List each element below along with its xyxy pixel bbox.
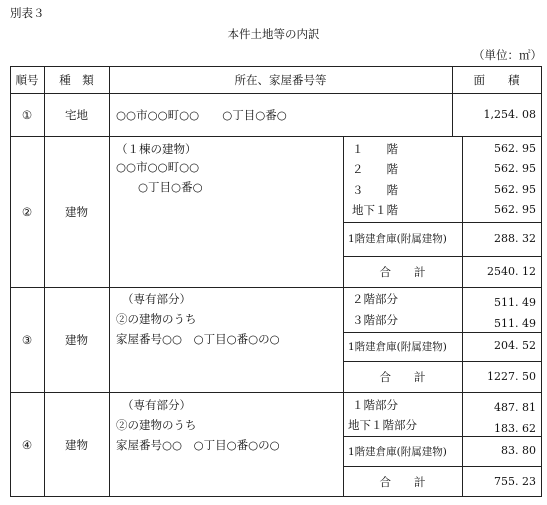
row-4-detail-value: 487. 81 — [494, 401, 536, 414]
column-header-no: 順号 — [15, 73, 39, 87]
row-4-annex-label: 1階建倉庫(附属建物) — [348, 446, 447, 458]
row-1-no: ① — [21, 108, 33, 122]
row-4-annex-value: 83. 80 — [501, 444, 536, 457]
row-4-detail-label: 地下１階部分 — [348, 418, 417, 432]
row-4-type: 建物 — [65, 438, 88, 452]
row-2-type: 建物 — [65, 205, 88, 219]
row-1-location: ○○市○○町○○ ○丁目○番○ — [116, 108, 287, 122]
row-3-detail-value: 511. 49 — [494, 296, 536, 309]
row-3-annex-label: 1階建倉庫(附属建物) — [348, 341, 447, 353]
column-header-type: 種 類 — [59, 73, 94, 87]
row-2-annex-value: 288. 32 — [494, 232, 536, 245]
row-2-location-line-2: ○○市○○町○○ — [116, 160, 200, 174]
row-4-no: ④ — [21, 438, 33, 452]
row-2-detail-label: ３ 階 — [352, 183, 398, 197]
row-1-area: 1,254. 08 — [483, 108, 536, 121]
row-3-location-line-1: （専有部分） — [122, 292, 191, 306]
row-3-detail-label: ３階部分 — [352, 313, 398, 327]
row-3-no: ③ — [21, 333, 33, 347]
row-4-location-line-3: 家屋番号○○ ○丁目○番○の○ — [116, 438, 280, 452]
row-3-total-label: 合 計 — [379, 370, 426, 384]
row-2-detail-value: 562. 95 — [494, 142, 536, 155]
row-1-type: 宅地 — [65, 108, 88, 122]
row-3-annex-value: 204. 52 — [494, 339, 536, 352]
row-2-no: ② — [21, 205, 33, 219]
row-2-location-line-3: ○丁目○番○ — [138, 180, 203, 194]
unit-label: （単位：㎡） — [473, 48, 542, 62]
row-2-detail-label: 地下１階 — [352, 203, 398, 217]
row-4-detail-label: １階部分 — [352, 398, 398, 412]
row-3-detail-label: ２階部分 — [352, 292, 398, 306]
row-3-location-line-3: 家屋番号○○ ○丁目○番○の○ — [116, 332, 280, 346]
row-2-total-label: 合 計 — [379, 265, 426, 279]
row-2-detail-value: 562. 95 — [494, 203, 536, 216]
row-4-location-line-1: （専有部分） — [122, 398, 191, 412]
row-4-total-label: 合 計 — [379, 475, 426, 489]
row-4-location-line-2: ②の建物のうち — [116, 418, 197, 432]
row-3-location-line-2: ②の建物のうち — [116, 312, 197, 326]
column-header-area: 面 積 — [473, 73, 520, 87]
row-2-total-value: 2540. 12 — [487, 265, 536, 278]
page-title: 本件土地等の内訳 — [227, 27, 320, 41]
row-2-annex-label: 1階建倉庫(附属建物) — [348, 233, 447, 245]
row-3-type: 建物 — [65, 333, 88, 347]
row-3-total-value: 1227. 50 — [487, 370, 536, 383]
row-2-detail-label: ２ 階 — [352, 162, 398, 176]
row-4-total-value: 755. 23 — [494, 475, 536, 488]
row-2-location-line-1: （１棟の建物） — [116, 142, 197, 156]
row-3-detail-value: 511. 49 — [494, 317, 536, 330]
row-4-detail-value: 183. 62 — [494, 422, 536, 435]
row-2-detail-value: 562. 95 — [494, 162, 536, 175]
row-2-detail-label: １ 階 — [352, 142, 398, 156]
annex-label: 別表３ — [10, 6, 45, 20]
column-header-location: 所在、家屋番号等 — [234, 73, 327, 87]
row-2-detail-value: 562. 95 — [494, 183, 536, 196]
